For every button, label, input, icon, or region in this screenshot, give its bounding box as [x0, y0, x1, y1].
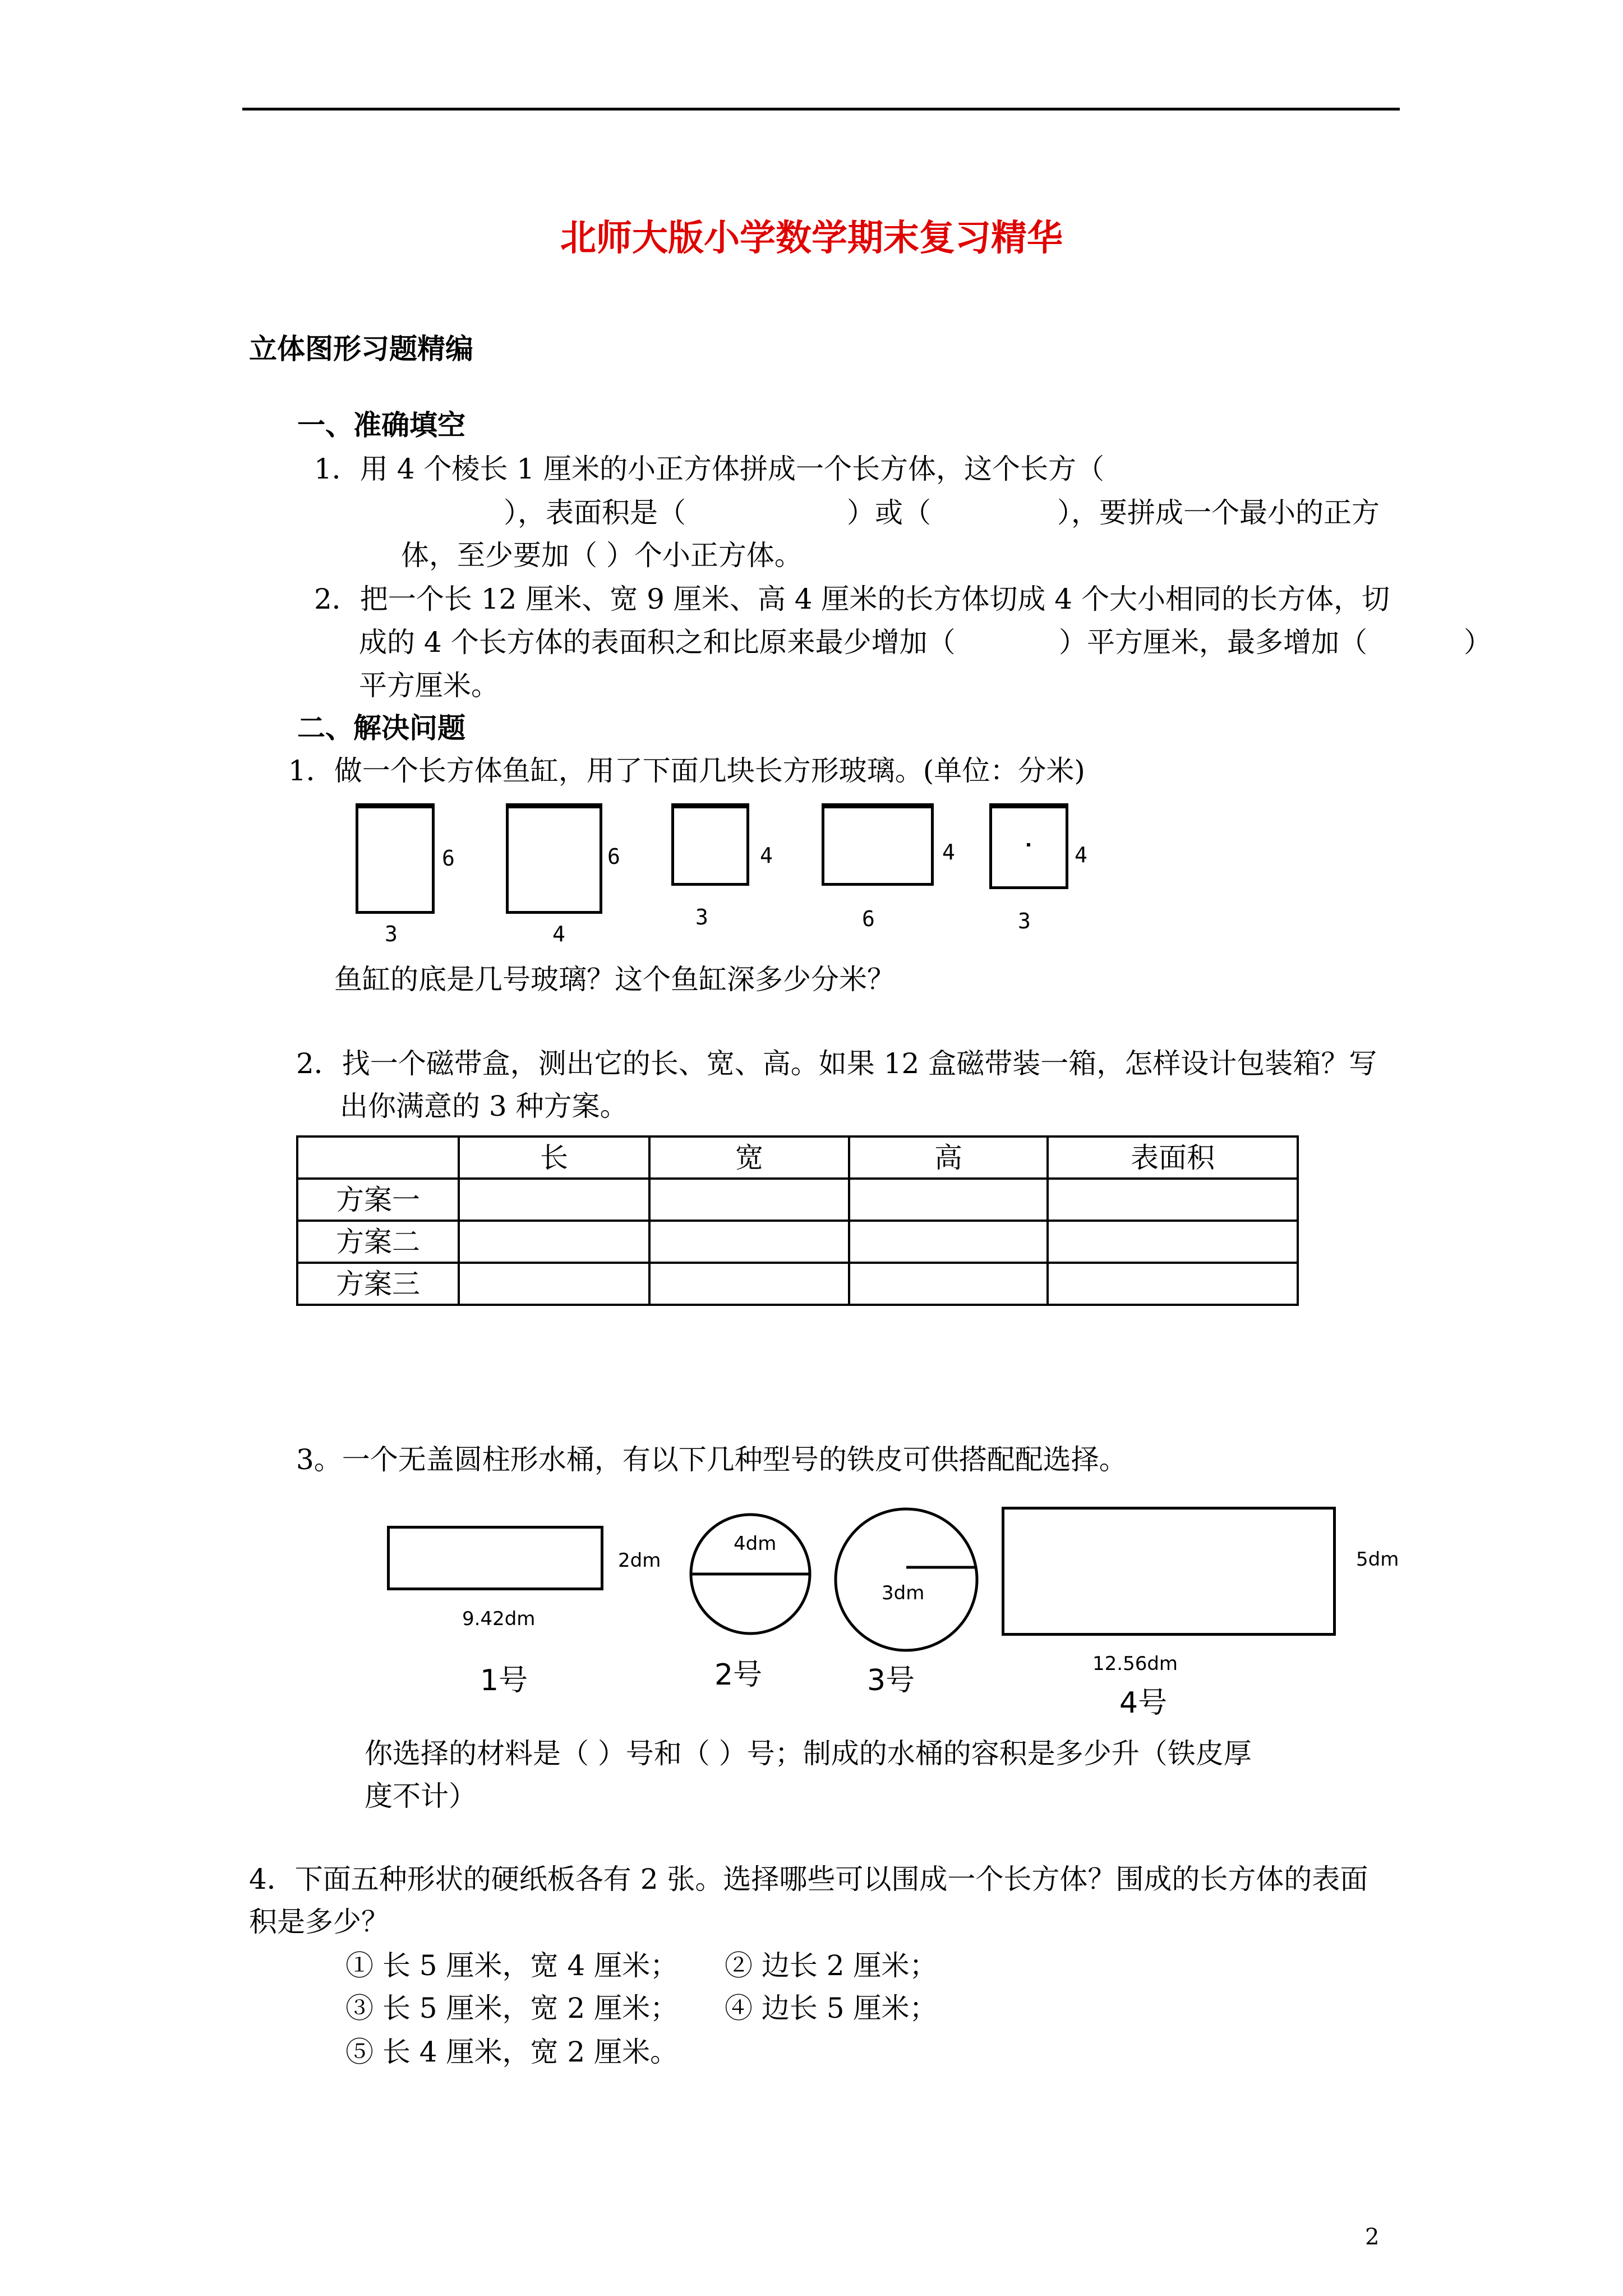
table-cell: [459, 1221, 649, 1263]
option-3: ③ 长 5 厘米，宽 2 厘米；: [345, 1992, 679, 2024]
sheet-2-label: 2号: [714, 1658, 763, 1692]
glass-panel-4: [822, 803, 934, 886]
document-subtitle: 立体图形习题精编: [249, 332, 473, 365]
plan-table: [296, 1135, 1299, 1306]
glass-5-width: 3: [1018, 909, 1031, 933]
sheet-4-height: 5dm: [1356, 1548, 1399, 1571]
glass-2-width: 4: [552, 922, 565, 946]
sheet-1-width: 9.42dm: [462, 1608, 536, 1630]
section1-heading: 一、准确填空: [297, 408, 465, 441]
glass-3-height: 4: [760, 843, 773, 868]
s2-q1-question: 鱼缸的底是几号玻璃？这个鱼缸深多少分米？: [334, 963, 895, 996]
glass-4-width: 6: [862, 907, 875, 931]
glass-3-width: 3: [695, 905, 708, 930]
table-header-cell: [297, 1137, 459, 1179]
sheet-1-rect: [387, 1526, 603, 1590]
s1-q2-line2a: 成的 4 个长方体的表面积之和比原来最少增加（: [359, 626, 956, 659]
s2-q4-line1: 4．下面五种形状的硬纸板各有 2 张。选择哪些可以围成一个长方体？围成的长方体的表面: [249, 1863, 1368, 1895]
table-row-label: 方案三: [297, 1263, 459, 1305]
table-cell: [459, 1179, 649, 1221]
option-2: ② 边长 2 厘米；: [725, 1949, 938, 1982]
table-cell: [849, 1221, 1048, 1263]
option-5: ⑤ 长 4 厘米，宽 2 厘米。: [345, 2036, 679, 2068]
option-4: ④ 边长 5 厘米；: [725, 1992, 938, 2024]
s1-q1-line1: 1．用 4 个棱长 1 厘米的小正方体拼成一个长方体，这个长方（: [314, 453, 1105, 485]
s2-q3-answer-line1: 你选择的材料是（ ）号和（ ）号；制成的水桶的容积是多少升（铁皮厚: [365, 1737, 1252, 1770]
sheet-4-rect: [1002, 1507, 1336, 1636]
s1-q2-line2c: ）: [1464, 626, 1492, 659]
table-header-surface-area: 表面积: [1048, 1137, 1298, 1179]
glass-4-height: 4: [942, 840, 955, 864]
table-header-width: 宽: [649, 1137, 849, 1179]
s2-q3-text: 3。一个无盖圆柱形水桶，有以下几种型号的铁皮可供搭配配选择。: [296, 1443, 1127, 1476]
sheet-4-label: 4号: [1119, 1686, 1168, 1720]
table-row-label: 方案二: [297, 1221, 459, 1263]
dot-mark: [1027, 843, 1030, 846]
glass-panel-5: [989, 803, 1068, 889]
sheet-2-diameter: 4dm: [734, 1533, 777, 1555]
glass-1-width: 3: [385, 922, 398, 946]
glass-5-height: 4: [1075, 843, 1087, 867]
sheet-3-label: 3号: [867, 1664, 915, 1697]
s1-q1-line2c: ），要拼成一个最小的正方: [1057, 496, 1380, 529]
glass-panel-2: [506, 803, 602, 914]
s2-q1-text: 1．做一个长方体鱼缸，用了下面几块长方形玻璃。(单位：分米): [288, 754, 1085, 787]
table-cell: [459, 1263, 649, 1305]
s2-q3-answer-line2: 度不计）: [365, 1780, 477, 1812]
sheet-2-circle: [689, 1512, 812, 1636]
sheet-3-circle: [833, 1507, 979, 1653]
s2-q2-line1: 2．找一个磁带盒，测出它的长、宽、高。如果 12 盒磁带装一箱，怎样设计包装箱？写: [296, 1047, 1377, 1080]
table-cell: [1048, 1221, 1298, 1263]
s1-q2-line3: 平方厘米。: [359, 669, 499, 702]
table-cell: [649, 1179, 849, 1221]
s1-q1-line2b: ）或（: [847, 496, 931, 529]
sheet-3-radius: 3dm: [882, 1582, 925, 1604]
table-header-height: 高: [849, 1137, 1048, 1179]
s1-q1-line2a: ），表面积是（: [504, 496, 686, 529]
page-number: 2: [1365, 2224, 1380, 2250]
table-cell: [1048, 1179, 1298, 1221]
table-row: [297, 1179, 1298, 1221]
table-cell: [649, 1263, 849, 1305]
glass-panel-1: [356, 803, 435, 914]
s1-q2-line2b: ）平方厘米，最多增加（: [1059, 626, 1367, 659]
document-title: 北师大版小学数学期末复习精华: [560, 217, 1063, 259]
s2-q2-line2: 出你满意的 3 种方案。: [340, 1090, 628, 1122]
section2-heading: 二、解决问题: [297, 711, 465, 744]
table-cell: [649, 1221, 849, 1263]
sheet-4-width: 12.56dm: [1092, 1653, 1178, 1675]
table-row: [297, 1221, 1298, 1263]
s1-q1-line3: 体，至少要加（ ）个小正方体。: [401, 539, 803, 572]
table-cell: [1048, 1263, 1298, 1305]
glass-panel-3: [671, 803, 749, 886]
table-row: [297, 1263, 1298, 1305]
glass-1-height: 6: [442, 846, 455, 871]
sheet-1-height: 2dm: [618, 1549, 661, 1572]
table-cell: [849, 1263, 1048, 1305]
table-cell: [849, 1179, 1048, 1221]
table-header-length: 长: [459, 1137, 649, 1179]
option-1: ① 长 5 厘米，宽 4 厘米；: [345, 1949, 679, 1982]
s1-q2-line1: 2．把一个长 12 厘米、宽 9 厘米、高 4 厘米的长方体切成 4 个大小相同的长方体，切: [314, 583, 1390, 615]
sheet-1-label: 1号: [480, 1664, 528, 1697]
header-rule: [242, 108, 1400, 111]
table-row-label: 方案一: [297, 1179, 459, 1221]
table-header-row: [297, 1137, 1298, 1179]
glass-2-height: 6: [607, 844, 620, 869]
s2-q4-line2: 积是多少？: [249, 1906, 389, 1938]
